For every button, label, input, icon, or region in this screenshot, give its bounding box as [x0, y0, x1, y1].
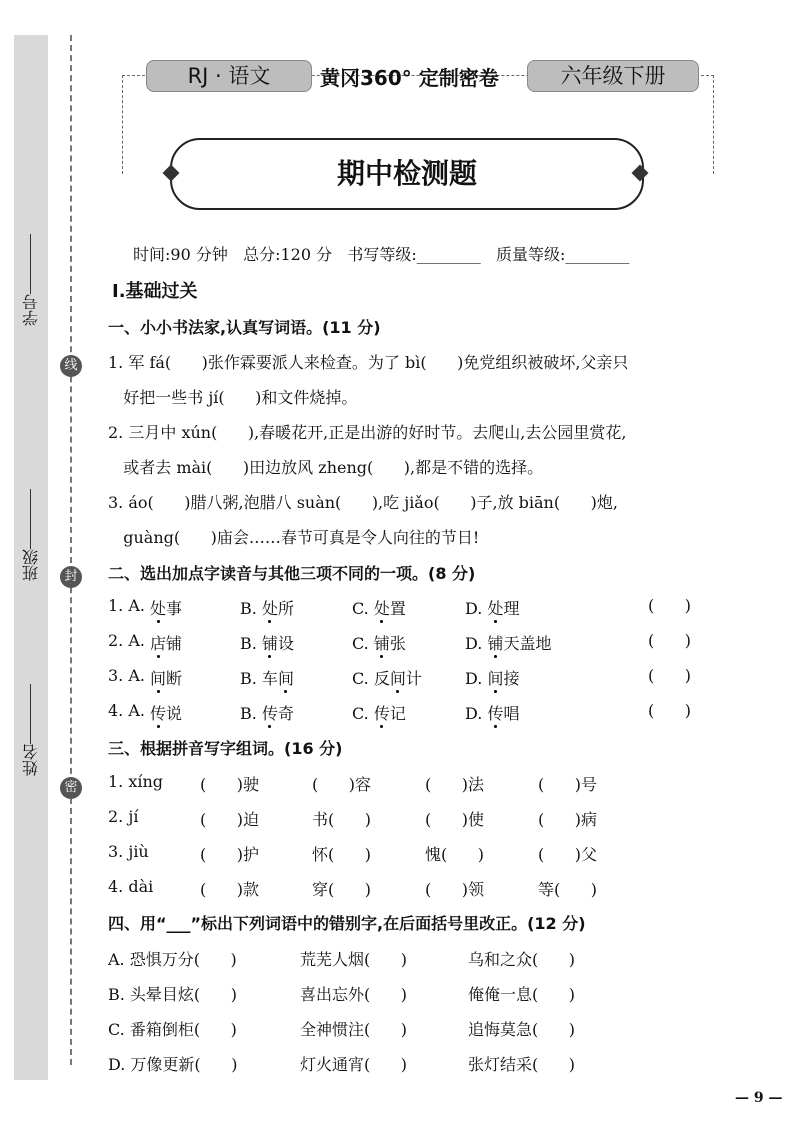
q2-option [240, 596, 294, 619]
option-text: 间 [389, 669, 406, 688]
q2-option [150, 666, 182, 689]
q3-heading: 三、根据拼音写字组词。(16 分) [108, 739, 343, 758]
q2-option [352, 596, 406, 619]
q1-line: 好把一些书 jí( )和文件烧掉。 [108, 388, 358, 407]
option-text: 铺 [166, 634, 183, 653]
option-text: 理 [503, 599, 520, 618]
option-text: D. [465, 669, 488, 688]
q4-cell: 追悔莫急( ) [468, 1020, 576, 1039]
q2-option [240, 701, 294, 724]
option-text: 间 [277, 669, 294, 688]
q2-number: 1. A. [108, 596, 145, 615]
q3-cell: ( )号 [538, 775, 598, 794]
option-text: 事 [166, 599, 183, 618]
option-text: 说 [166, 704, 183, 723]
q3-cell: ( )迫 [200, 810, 260, 829]
q3-cell: 1. xíng [108, 772, 164, 791]
name-label: 姓名 [14, 680, 48, 776]
q4-cell: B. 头晕目炫( ) [108, 985, 237, 1004]
brand-title: 黄冈360° 定制密卷 [320, 66, 499, 90]
part-title: Ⅰ.基础过关 [112, 281, 198, 302]
q2-option [150, 596, 182, 619]
seal-seal: 封 [60, 566, 82, 588]
option-text: 传 [150, 704, 167, 723]
q2-number: 3. A. [108, 666, 145, 685]
q3-cell: ( )法 [425, 775, 485, 794]
q4-cell: D. 万像更新( ) [108, 1055, 238, 1074]
option-text: D. [465, 704, 488, 723]
option-text: 传 [487, 704, 504, 723]
q2-option [150, 701, 182, 724]
option-text: 所 [277, 599, 294, 618]
q2-option [240, 666, 294, 689]
subject-badge: RJ · 语文 [146, 60, 312, 92]
q4-cell: 全神惯注( ) [300, 1020, 408, 1039]
option-text: B. [240, 704, 262, 723]
q4-heading: 四、用“___”标出下列词语中的错别字,在后面括号里改正。(12 分) [108, 914, 586, 933]
option-text: C. [352, 704, 374, 723]
q4-cell: 乌和之众( ) [468, 950, 576, 969]
option-text: 处 [261, 599, 278, 618]
q2-option [465, 701, 519, 724]
option-text: B. [240, 634, 262, 653]
q2-option [465, 631, 551, 654]
q3-cell: 4. dài [108, 877, 154, 896]
answer-blank: ( ) [648, 631, 691, 650]
option-text: 传 [373, 704, 390, 723]
q3-cell: 等( ) [538, 880, 598, 899]
option-text: 张 [389, 634, 406, 653]
q3-cell: ( )护 [200, 845, 260, 864]
option-text: 传 [261, 704, 278, 723]
q1-line: 1. 军 fá( )张作霖要派人来检查。为了 bì( )免党组织被破坏,父亲只 [108, 353, 629, 372]
option-text: 记 [389, 704, 406, 723]
q1-heading: 一、小小书法家,认真写词语。(11 分) [108, 318, 381, 337]
option-text: 置 [389, 599, 406, 618]
q2-number: 2. A. [108, 631, 145, 650]
q3-cell: 2. jí [108, 807, 139, 826]
q1-line: guàng( )庙会……春节可真是令人向往的节日! [108, 528, 480, 547]
q2-option [352, 701, 406, 724]
q3-cell: ( )病 [538, 810, 598, 829]
exam-info: 时间:90 分钟 总分:120 分 书写等级:________ 质量等级:________ [133, 245, 630, 264]
q1-line: 或者去 mài( )田边放风 zheng( ),都是不错的选择。 [108, 458, 544, 477]
option-text: 铺 [261, 634, 278, 653]
q4-cell: A. 恐惧万分( ) [108, 950, 237, 969]
q4-cell: 灯火通宵( ) [300, 1055, 408, 1074]
q3-cell: 3. jiù [108, 842, 149, 861]
q3-cell: 怀( ) [312, 845, 372, 864]
grade-badge: 六年级下册 [527, 60, 699, 92]
q4-cell: 荒芜人烟( ) [300, 950, 408, 969]
option-text: C. 反 [352, 669, 390, 688]
option-text: 间 [150, 669, 167, 688]
option-text: D. [465, 634, 488, 653]
q3-cell: ( )驶 [200, 775, 260, 794]
q2-option [465, 596, 519, 619]
student-id-label: 学号 [14, 230, 48, 326]
page-number: — 9 — [735, 1090, 783, 1106]
q1-line: 3. áo( )腊八粥,泡腊八 suàn( ),吃 jiǎo( )子,放 biān( )炮, [108, 493, 618, 512]
q4-cell: 张灯结采( ) [468, 1055, 576, 1074]
option-text: 间 [487, 669, 504, 688]
q2-option [352, 631, 406, 654]
q3-cell: 穿( ) [312, 880, 372, 899]
option-text: 唱 [503, 704, 520, 723]
q3-cell: 愧( ) [425, 845, 485, 864]
option-text: C. [352, 634, 374, 653]
q3-cell: 书( ) [312, 810, 372, 829]
q2-heading: 二、选出加点字读音与其他三项不同的一项。(8 分) [108, 564, 476, 583]
option-text: 处 [373, 599, 390, 618]
q3-cell: ( )父 [538, 845, 598, 864]
class-label: 班级 [14, 485, 48, 581]
q3-cell: ( )容 [312, 775, 372, 794]
q3-cell: ( )领 [425, 880, 485, 899]
option-text: 处 [150, 599, 167, 618]
option-text: 设 [277, 634, 294, 653]
option-text: B. [240, 599, 262, 618]
answer-blank: ( ) [648, 701, 691, 720]
option-text: 铺 [487, 634, 504, 653]
option-text: 计 [405, 669, 422, 688]
option-text: C. [352, 599, 374, 618]
q4-cell: 喜出忘外( ) [300, 985, 408, 1004]
answer-blank: ( ) [648, 666, 691, 685]
q3-cell: ( )款 [200, 880, 260, 899]
option-text: 天盖地 [503, 634, 552, 653]
option-text: 断 [166, 669, 183, 688]
q2-option [150, 631, 182, 654]
q2-option [240, 631, 294, 654]
q2-option [352, 666, 422, 689]
option-text: 接 [503, 669, 520, 688]
seal-secret: 密 [60, 777, 82, 799]
q1-line: 2. 三月中 xún( ),春暖花开,正是出游的好时节。去爬山,去公园里赏花, [108, 423, 627, 442]
option-text: B. 车 [240, 669, 278, 688]
q4-cell: C. 番箱倒柜( ) [108, 1020, 237, 1039]
seal-line: 线 [60, 355, 82, 377]
q2-number: 4. A. [108, 701, 145, 720]
option-text: 处 [487, 599, 504, 618]
page-title: 期中检测题 [170, 138, 644, 210]
cut-line [70, 35, 72, 1065]
option-text: 奇 [277, 704, 294, 723]
option-text: D. [465, 599, 488, 618]
answer-blank: ( ) [648, 596, 691, 615]
option-text: 店 [150, 634, 167, 653]
q4-cell: 俺俺一息( ) [468, 985, 576, 1004]
option-text: 铺 [373, 634, 390, 653]
q3-cell: ( )使 [425, 810, 485, 829]
q2-option [465, 666, 519, 689]
